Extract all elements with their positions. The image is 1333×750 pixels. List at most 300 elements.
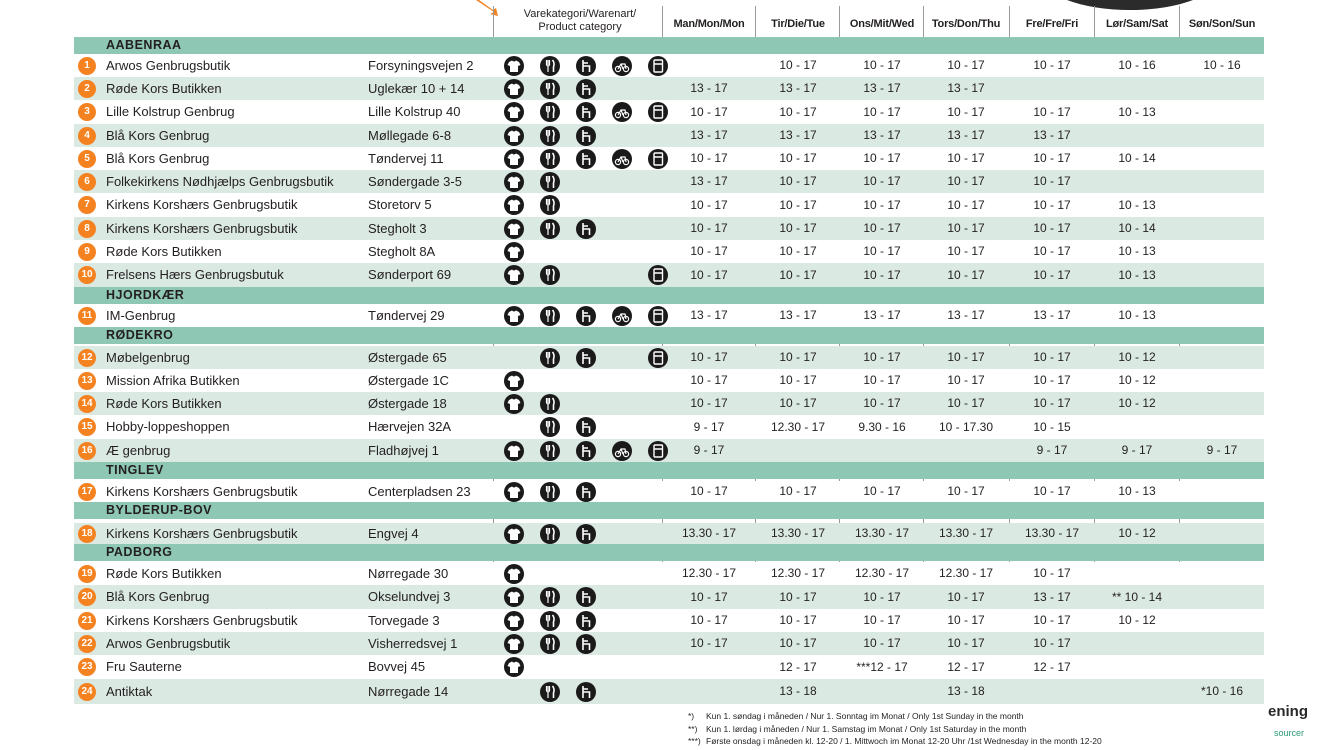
cutlery-icon (540, 56, 560, 76)
footnote-1 (688, 711, 1024, 721)
opening-hours-cell: 10 - 17 (1033, 105, 1071, 119)
appliance-icon (648, 56, 668, 76)
opening-hours-cell: 13 - 17 (863, 81, 901, 95)
shop-number-badge: 18 (78, 525, 96, 543)
furniture-icon (576, 417, 596, 437)
shop-row (74, 439, 1264, 462)
opening-hours-cell: 13 - 17 (779, 308, 817, 322)
footnote-3 (688, 736, 1102, 746)
opening-hours-cell: 10 - 17 (690, 198, 728, 212)
appliance-icon (648, 265, 668, 285)
clothing-icon (504, 126, 524, 146)
opening-hours-cell: 10 - 17 (863, 350, 901, 364)
shop-number-badge: 14 (78, 395, 96, 413)
shop-number-badge: 15 (78, 418, 96, 436)
opening-hours-cell: 10 - 17 (690, 151, 728, 165)
opening-hours-cell: 10 - 17 (779, 221, 817, 235)
cutlery-icon (540, 306, 560, 326)
opening-hours-cell: ** 10 - 14 (1111, 590, 1163, 604)
opening-hours-cell: 9 - 17 (1036, 443, 1068, 457)
opening-hours-cell: ***12 - 17 (856, 660, 908, 674)
opening-hours-cell: 12.30 - 17 (681, 566, 737, 580)
cutlery-icon (540, 682, 560, 702)
shop-number-badge: 11 (78, 307, 96, 325)
shop-number-badge: 21 (78, 612, 96, 630)
day-header: Ons/Mit/Wed (849, 18, 915, 30)
opening-hours-cell: 13 - 17 (779, 81, 817, 95)
opening-hours-cell: 12 - 17 (1033, 660, 1071, 674)
shop-number-badge: 6 (78, 173, 96, 191)
brand-subtext-fragment: sourcer (1274, 728, 1305, 738)
shop-number-badge: 19 (78, 565, 96, 583)
shop-address: Tøndervej 11 (368, 151, 444, 166)
shop-number-badge: 16 (78, 442, 96, 460)
shop-row (74, 415, 1264, 439)
shop-row (74, 679, 1264, 704)
shop-row (74, 54, 1264, 77)
furniture-icon (576, 611, 596, 631)
shop-address: Centerpladsen 23 (368, 484, 471, 499)
opening-hours-cell: 10 - 17 (947, 484, 985, 498)
shop-row (74, 193, 1264, 217)
shop-row (74, 562, 1264, 585)
opening-hours-cell: 10 - 14 (1118, 151, 1156, 165)
furniture-icon (576, 306, 596, 326)
day-header: Tors/Don/Thu (931, 18, 1001, 30)
opening-hours-cell: 10 - 17 (1033, 221, 1071, 235)
cutlery-icon (540, 172, 560, 192)
town-name: PADBORG (106, 545, 173, 559)
shop-address: Østergade 65 (368, 350, 447, 365)
cutlery-icon (540, 587, 560, 607)
shop-number-badge: 4 (78, 127, 96, 145)
opening-hours-cell: 9.30 - 16 (858, 420, 906, 434)
furniture-icon (576, 682, 596, 702)
cutlery-icon (540, 149, 560, 169)
clothing-icon (504, 611, 524, 631)
furniture-icon (576, 441, 596, 461)
furniture-icon (576, 79, 596, 99)
cutlery-icon (540, 417, 560, 437)
clothing-icon (504, 79, 524, 99)
shop-row (74, 523, 1264, 544)
shop-row (74, 147, 1264, 170)
opening-hours-cell: 10 - 12 (1118, 613, 1156, 627)
opening-hours-cell: 10 - 17 (947, 268, 985, 282)
opening-hours-cell: 13 - 17 (690, 174, 728, 188)
shop-address: Stegholt 3 (368, 221, 427, 236)
cutlery-icon (540, 611, 560, 631)
opening-hours-cell: 10 - 12 (1118, 526, 1156, 540)
shop-address: Tøndervej 29 (368, 308, 445, 323)
shop-name: Antiktak (106, 684, 153, 699)
opening-hours-cell: 13 - 17 (1033, 590, 1071, 604)
shop-number-badge: 5 (78, 150, 96, 168)
cutlery-icon (540, 524, 560, 544)
town-name: BYLDERUP-BOV (106, 503, 213, 517)
opening-hours-cell: 10 - 17 (779, 244, 817, 258)
shop-name: IM-Genbrug (106, 308, 176, 323)
furniture-icon (576, 587, 596, 607)
shop-address: Hærvejen 32A (368, 419, 452, 434)
day-header: Fre/Fre/Fri (1025, 18, 1079, 30)
opening-hours-cell: 13.30 - 17 (770, 526, 826, 540)
opening-hours-cell: 10 - 17 (779, 151, 817, 165)
opening-hours-cell: 10 - 17 (779, 350, 817, 364)
shop-row (74, 632, 1264, 655)
shop-address: Møllegade 6-8 (368, 128, 452, 143)
opening-hours-cell: 13 - 17 (690, 81, 728, 95)
category-header (500, 8, 660, 34)
opening-hours-cell: 10 - 17 (1033, 484, 1071, 498)
shop-name: Mission Afrika Butikken (106, 373, 240, 388)
footnote-mark: *) (688, 711, 695, 721)
cutlery-icon (540, 79, 560, 99)
day-header: Lør/Sam/Sat (1106, 18, 1168, 30)
opening-hours-cell: 10 - 17 (690, 350, 728, 364)
opening-hours-cell: 10 - 17 (947, 58, 985, 72)
opening-hours-cell: 10 - 17 (947, 244, 985, 258)
clothing-icon (504, 657, 524, 677)
opening-hours-cell: 10 - 17 (1033, 373, 1071, 387)
furniture-icon (576, 482, 596, 502)
opening-hours-cell: 13 - 17 (690, 128, 728, 142)
logo-fragment (1040, 0, 1220, 10)
shop-name: Røde Kors Butikken (106, 396, 222, 411)
cutlery-icon (540, 634, 560, 654)
day-header: Tir/Die/Tue (771, 18, 825, 30)
cutlery-icon (540, 219, 560, 239)
shop-name: Røde Kors Butikken (106, 244, 222, 259)
shop-number-badge: 23 (78, 658, 96, 676)
clothing-icon (504, 265, 524, 285)
opening-hours-cell: 13.30 - 17 (681, 526, 737, 540)
clothing-icon (504, 242, 524, 262)
shop-row (74, 263, 1264, 287)
appliance-icon (648, 102, 668, 122)
shop-address: Nørregade 14 (368, 684, 449, 699)
opening-hours-cell: 10 - 17 (779, 396, 817, 410)
day-header: Søn/Son/Sun (1188, 18, 1256, 30)
shop-name: Blå Kors Genbrug (106, 128, 210, 143)
cutlery-icon (540, 102, 560, 122)
shop-address: Okselundvej 3 (368, 589, 451, 604)
clothing-icon (504, 102, 524, 122)
town-name: TINGLEV (106, 463, 164, 477)
opening-hours-cell: 10 - 17 (863, 396, 901, 410)
shop-number-badge: 17 (78, 483, 96, 501)
shop-name: Blå Kors Genbrug (106, 151, 210, 166)
opening-hours-cell: 10 - 17 (863, 484, 901, 498)
opening-hours-cell: 10 - 17 (779, 590, 817, 604)
opening-hours-cell: 10 - 17 (1033, 636, 1071, 650)
cutlery-icon (540, 348, 560, 368)
furniture-icon (576, 149, 596, 169)
furniture-icon (576, 56, 596, 76)
shop-number-badge: 20 (78, 588, 96, 606)
bicycle-icon (612, 306, 632, 326)
town-section-header (74, 327, 1264, 344)
opening-hours-cell: 10 - 17 (1033, 244, 1071, 258)
opening-hours-cell: 12 - 17 (779, 660, 817, 674)
opening-hours-cell: 10 - 13 (1118, 105, 1156, 119)
shop-number-badge: 9 (78, 243, 96, 261)
shop-row (74, 481, 1264, 502)
shop-name: Møbelgenbrug (106, 350, 190, 365)
opening-hours-cell: 10 - 17 (863, 244, 901, 258)
opening-hours-cell: 10 - 17 (1033, 268, 1071, 282)
shop-number-badge: 3 (78, 103, 96, 121)
cutlery-icon (540, 482, 560, 502)
shop-name: Arwos Genbrugsbutik (106, 636, 231, 651)
opening-hours-cell: 10 - 17 (690, 396, 728, 410)
appliance-icon (648, 348, 668, 368)
opening-hours-cell: 13.30 - 17 (1024, 526, 1080, 540)
opening-hours-cell: 10 - 17 (863, 151, 901, 165)
opening-hours-cell: 10 - 17 (947, 105, 985, 119)
opening-hours-cell: 10 - 17 (947, 396, 985, 410)
opening-hours-cell: 10 - 17 (947, 174, 985, 188)
opening-hours-cell: 13 - 17 (863, 128, 901, 142)
opening-hours-cell: 10 - 17 (779, 268, 817, 282)
opening-hours-cell: 10 - 17 (779, 105, 817, 119)
clothing-icon (504, 524, 524, 544)
opening-hours-cell: 10 - 17 (947, 350, 985, 364)
opening-hours-cell: 9 - 17 (693, 420, 725, 434)
opening-hours-cell: 10 - 17 (690, 484, 728, 498)
opening-hours-cell: 13.30 - 17 (854, 526, 910, 540)
shop-row (74, 304, 1264, 327)
shop-name: Kirkens Korshærs Genbrugsbutik (106, 221, 298, 236)
opening-hours-cell: 10 - 17 (863, 198, 901, 212)
opening-hours-cell: 12 - 17 (947, 660, 985, 674)
shop-address: Torvegade 3 (368, 613, 440, 628)
town-section-header (74, 37, 1264, 54)
shop-name: Folkekirkens Nødhjælps Genbrugsbutik (106, 174, 334, 189)
opening-hours-cell: 13 - 17 (1033, 308, 1071, 322)
furniture-icon (576, 348, 596, 368)
category-header-line1: Varekategori/Warenart/ (523, 8, 637, 20)
opening-hours-cell: 10 - 17 (947, 636, 985, 650)
bicycle-icon (612, 441, 632, 461)
furniture-icon (576, 126, 596, 146)
opening-hours-cell: 10 - 13 (1118, 308, 1156, 322)
appliance-icon (648, 306, 668, 326)
bicycle-icon (612, 102, 632, 122)
shop-number-badge: 7 (78, 196, 96, 214)
opening-hours-cell: 10 - 17 (1033, 151, 1071, 165)
footnote-text: Første onsdag i måneden kl. 12-20 / 1. Mittwoch im Monat 12-20 Uhr /1st Wednesday in the month 12-20 (706, 736, 1102, 746)
opening-hours-cell: 10 - 17 (947, 198, 985, 212)
shop-name: Hobby-loppeshoppen (106, 419, 230, 434)
clothing-icon (504, 149, 524, 169)
opening-hours-cell: 10 - 17 (863, 58, 901, 72)
category-header-line2: Product category (538, 21, 622, 33)
footnote-mark: ***) (688, 736, 701, 746)
shop-row (74, 369, 1264, 392)
shop-number-badge: 13 (78, 372, 96, 390)
town-name: HJORDKÆR (106, 288, 185, 302)
opening-hours-cell: 10 - 17 (863, 105, 901, 119)
opening-hours-cell: 10 - 17 (1033, 613, 1071, 627)
shop-row (74, 585, 1264, 609)
opening-hours-cell: 10 - 16 (1118, 58, 1156, 72)
opening-hours-cell: 9 - 17 (1121, 443, 1153, 457)
shop-name: Kirkens Korshærs Genbrugsbutik (106, 197, 298, 212)
shop-number-badge: 2 (78, 80, 96, 98)
shop-number-badge: 8 (78, 220, 96, 238)
opening-hours-cell: 10 - 13 (1118, 244, 1156, 258)
shop-row (74, 240, 1264, 263)
opening-hours-cell: 13 - 17 (863, 308, 901, 322)
opening-hours-cell: 13 - 17 (947, 81, 985, 95)
footnote-2 (688, 724, 1026, 734)
shop-address: Storetorv 5 (368, 197, 432, 212)
footnote-mark: **) (688, 724, 698, 734)
shop-number-badge: 12 (78, 349, 96, 367)
opening-hours-cell: 12.30 - 17 (854, 566, 910, 580)
brand-text-fragment: ening (1268, 703, 1308, 720)
opening-hours-cell: 10 - 13 (1118, 268, 1156, 282)
shop-row (74, 100, 1264, 124)
clothing-icon (504, 482, 524, 502)
clothing-icon (504, 172, 524, 192)
opening-hours-cell: 10 - 17 (779, 636, 817, 650)
shop-row (74, 609, 1264, 632)
clothing-icon (504, 219, 524, 239)
opening-hours-cell: 13 - 17 (947, 128, 985, 142)
shop-number-badge: 24 (78, 683, 96, 701)
bicycle-icon (612, 149, 632, 169)
opening-hours-cell: 10 - 17 (690, 613, 728, 627)
appliance-icon (648, 149, 668, 169)
shop-name: Lille Kolstrup Genbrug (106, 104, 235, 119)
opening-hours-cell: 10 - 17 (1033, 396, 1071, 410)
clothing-icon (504, 394, 524, 414)
town-section-header (74, 544, 1264, 561)
opening-hours-cell: 13.30 - 17 (938, 526, 994, 540)
opening-hours-cell: 10 - 12 (1118, 373, 1156, 387)
shop-name: Kirkens Korshærs Genbrugsbutik (106, 484, 298, 499)
opening-hours-cell: 10 - 17.30 (938, 420, 994, 434)
opening-hours-cell: 9 - 17 (693, 443, 725, 457)
shop-row (74, 655, 1264, 679)
town-name: AABENRAA (106, 38, 182, 52)
opening-hours-cell: 10 - 15 (1033, 420, 1071, 434)
shop-row (74, 77, 1264, 100)
opening-hours-cell: 10 - 17 (690, 268, 728, 282)
clothing-icon (504, 441, 524, 461)
opening-hours-cell: 10 - 17 (690, 373, 728, 387)
opening-hours-cell: 10 - 17 (947, 613, 985, 627)
opening-hours-cell: 10 - 12 (1118, 350, 1156, 364)
opening-hours-cell: 10 - 17 (1033, 566, 1071, 580)
furniture-icon (576, 219, 596, 239)
shop-row (74, 346, 1264, 369)
opening-hours-cell: 10 - 17 (690, 105, 728, 119)
shop-number-badge: 1 (78, 57, 96, 75)
shop-name: Fru Sauterne (106, 659, 182, 674)
pointer-arrow-icon (474, 0, 500, 16)
clothing-icon (504, 195, 524, 215)
shop-address: Fladhøjvej 1 (368, 443, 439, 458)
shop-name: Kirkens Korshærs Genbrugsbutik (106, 526, 298, 541)
shop-address: Uglekær 10 + 14 (368, 81, 465, 96)
shop-address: Engvej 4 (368, 526, 419, 541)
shop-address: Østergade 18 (368, 396, 447, 411)
shop-name: Æ genbrug (106, 443, 171, 458)
cutlery-icon (540, 394, 560, 414)
opening-hours-cell: 10 - 17 (690, 636, 728, 650)
opening-hours-cell: 10 - 17 (863, 221, 901, 235)
opening-hours-cell: 10 - 17 (1033, 198, 1071, 212)
clothing-icon (504, 306, 524, 326)
cutlery-icon (540, 195, 560, 215)
opening-hours-cell: 10 - 17 (863, 590, 901, 604)
opening-hours-cell: *10 - 16 (1200, 684, 1244, 698)
shop-number-badge: 22 (78, 635, 96, 653)
opening-hours-cell: 10 - 17 (863, 636, 901, 650)
opening-hours-cell: 10 - 17 (863, 613, 901, 627)
opening-hours-cell: 10 - 17 (779, 174, 817, 188)
opening-hours-cell: 10 - 13 (1118, 484, 1156, 498)
shop-name: Røde Kors Butikken (106, 566, 222, 581)
opening-hours-cell: 13 - 18 (779, 684, 817, 698)
opening-hours-cell: 10 - 12 (1118, 396, 1156, 410)
opening-hours-cell: 13 - 17 (690, 308, 728, 322)
shop-name: Blå Kors Genbrug (106, 589, 210, 604)
shop-address: Visherredsvej 1 (368, 636, 458, 651)
shop-row (74, 217, 1264, 240)
opening-hours-cell: 10 - 16 (1203, 58, 1241, 72)
shop-name: Kirkens Korshærs Genbrugsbutik (106, 613, 298, 628)
opening-hours-cell: 10 - 17 (690, 221, 728, 235)
opening-hours-cell: 10 - 17 (947, 373, 985, 387)
shop-number-badge: 10 (78, 266, 96, 284)
clothing-icon (504, 564, 524, 584)
opening-hours-cell: 10 - 17 (863, 373, 901, 387)
shop-address: Lille Kolstrup 40 (368, 104, 461, 119)
opening-hours-cell: 10 - 17 (947, 221, 985, 235)
clothing-icon (504, 56, 524, 76)
opening-hours-cell: 12.30 - 17 (938, 566, 994, 580)
shop-address: Østergade 1C (368, 373, 449, 388)
opening-hours-cell: 13 - 17 (947, 308, 985, 322)
cutlery-icon (540, 265, 560, 285)
clothing-icon (504, 587, 524, 607)
town-section-header (74, 287, 1264, 304)
opening-hours-cell: 12.30 - 17 (770, 420, 826, 434)
opening-hours-cell: 10 - 17 (779, 198, 817, 212)
opening-hours-cell: 10 - 17 (947, 151, 985, 165)
opening-hours-cell: 10 - 14 (1118, 221, 1156, 235)
footnote-text: Kun 1. lørdag i måneden / Nur 1. Samstag im Monat / Only 1st Saturday in the month (706, 724, 1027, 734)
shop-name: Arwos Genbrugsbutik (106, 58, 231, 73)
furniture-icon (576, 102, 596, 122)
opening-hours-cell: 10 - 17 (947, 590, 985, 604)
town-section-header (74, 462, 1264, 479)
shop-row (74, 124, 1264, 147)
shop-address: Søndergade 3-5 (368, 174, 462, 189)
shop-row (74, 170, 1264, 193)
opening-hours-cell: 10 - 13 (1118, 198, 1156, 212)
opening-hours-cell: 13 - 18 (947, 684, 985, 698)
opening-hours-cell: 10 - 17 (863, 174, 901, 188)
day-header: Man/Mon/Mon (673, 18, 745, 30)
opening-hours-cell: 12.30 - 17 (770, 566, 826, 580)
opening-hours-cell: 10 - 17 (1033, 350, 1071, 364)
cutlery-icon (540, 126, 560, 146)
